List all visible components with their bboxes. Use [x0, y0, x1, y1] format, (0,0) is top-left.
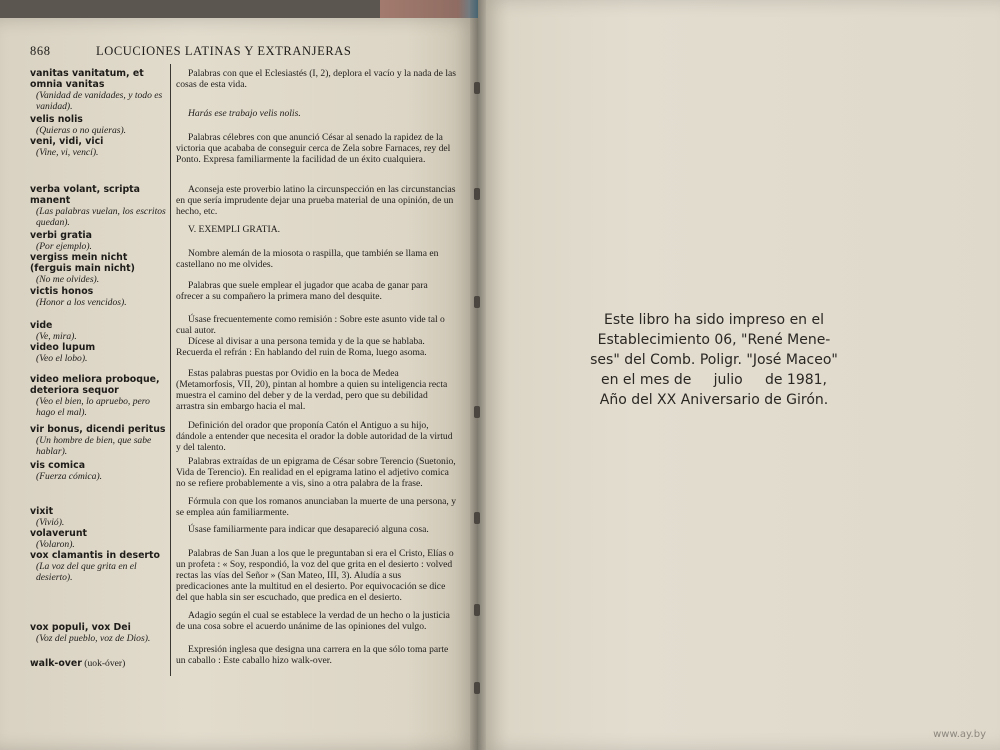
entry	[30, 506, 170, 528]
binding-stitch	[474, 682, 480, 694]
entry-term: vox populi, vox Dei	[30, 622, 131, 633]
entry	[30, 550, 170, 583]
entry-pronunciation: (uok-óver)	[84, 658, 126, 669]
page-number: 868	[30, 44, 51, 58]
definition: Palabras con que el Eclesiastés (I, 2), deplora el vacío y la nada de las cosas de esta vida.	[176, 68, 456, 90]
entry	[30, 114, 170, 136]
entry-translation: (Ve, mira).	[36, 331, 77, 342]
colophon	[564, 310, 864, 410]
definition: Palabras célebres con que anunció César al senado la rapidez de la victoria que acababa de conseguir cerca de Zela sobre Farnaces, rey del Ponto. Expresa familiarmente la facilidad de un éxito cualquiera.	[176, 132, 451, 165]
entry-translation: (Volaron).	[36, 539, 75, 550]
entry	[30, 320, 170, 342]
entry-term: vergiss mein nicht (ferguis main nicht)	[30, 252, 135, 274]
entry-term: walk-over	[30, 658, 82, 669]
definition: Expresión inglesa que designa una carrera en la que sólo toma parte un caballo : Este caballo hizo walk-over.	[176, 644, 449, 666]
colophon-line: en el mes de julio de 1981,	[600, 372, 828, 388]
entry-term: verba volant, scripta manent	[30, 184, 140, 206]
definition: Fórmula con que los romanos anunciaban la muerte de una persona, y se emplea aún familiarmente.	[176, 496, 457, 518]
entry	[30, 528, 170, 550]
entry-translation: (Quieras o no quieras).	[36, 125, 127, 136]
page-title: LOCUCIONES LATINAS Y EXTRANJERAS	[96, 44, 352, 58]
entry	[30, 136, 170, 158]
entry-translation: (Por ejemplo).	[36, 241, 92, 252]
entry-term: vide	[30, 320, 53, 331]
entry	[30, 68, 170, 112]
entry-term: volaverunt	[30, 528, 88, 539]
entry	[30, 252, 170, 285]
entry	[30, 460, 170, 482]
definition: Palabras extraídas de un epigrama de César sobre Terencio (Suetonio, Vida de Terencio). En realidad en el epigrama latino el adjetivo comica no se refiere probablemente a vis, sino a otra palabra de la frase.	[176, 456, 456, 489]
colophon-line: Establecimiento 06, "René Mene-	[597, 332, 831, 348]
entry-translation: (Voz del pueblo, voz de Dios).	[36, 633, 151, 644]
definition: Úsase frecuentemente como remisión : Sobre este asunto vide tal o cual autor.	[176, 314, 445, 336]
entry-term: vis comica	[30, 460, 86, 471]
definition: Úsase familiarmente para indicar que desapareció alguna cosa.	[188, 524, 429, 535]
entry-translation: (Honor a los vencidos).	[36, 297, 127, 308]
entry-translation: (Veo el lobo).	[36, 353, 88, 364]
definition: Nombre alemán de la miosota o raspilla, que también se llama en castellano no me olvides.	[176, 248, 439, 270]
entry-term: vox clamantis in deserto	[30, 550, 160, 561]
binding-stitch	[474, 406, 480, 418]
entry-translation: (Veo el bien, lo apruebo, pero hago el mal).	[36, 396, 150, 418]
binding-stitch	[474, 188, 480, 200]
entry	[30, 184, 170, 228]
entry	[30, 622, 170, 644]
entry	[30, 424, 170, 457]
definition: Dícese al divisar a una persona temida y de la que se hablaba. Recuerda el refrán : En hablando del ruin de Roma, luego asoma.	[176, 336, 427, 358]
definition: Definición del orador que proponía Catón el Antiguo a su hijo, dándole a entender que necesita el orador la doble autoridad de la virtud y del talento.	[176, 420, 453, 453]
entry-translation: (La voz del que grita en el desierto).	[36, 561, 137, 583]
colophon-line: ses" del Comb. Poligr. "José Maceo"	[590, 352, 838, 368]
definition: Aconseja este proverbio latino la circunspección en las circunstancias en que sería imprudente dejar una prueba material de una opinión, de un hecho, etc.	[176, 184, 456, 217]
binding-stitch	[474, 512, 480, 524]
entry-term: victis honos	[30, 286, 94, 297]
entry-term: vixit	[30, 506, 54, 517]
entry-translation: (Un hombre de bien, que sabe hablar).	[36, 435, 152, 457]
watermark: www.ay.by	[933, 729, 986, 740]
entry-translation: (Fuerza cómica).	[36, 471, 103, 482]
binding-stitch	[474, 82, 480, 94]
entry-term: video lupum	[30, 342, 96, 353]
entry-term: video meliora proboque, deteriora sequor	[30, 374, 160, 396]
entry	[30, 374, 170, 418]
book-gutter	[470, 0, 486, 750]
entry-term: verbi gratia	[30, 230, 92, 241]
entry	[30, 658, 170, 669]
definition: V. EXEMPLI GRATIA.	[188, 224, 281, 235]
entry-term: veni, vidi, vici	[30, 136, 104, 147]
entry	[30, 342, 170, 364]
entry-translation: (Vanidad de vanidades, y todo es vanidad).	[36, 90, 163, 112]
binding-stitch	[474, 296, 480, 308]
entry-translation: (No me olvides).	[36, 274, 100, 285]
entry	[30, 230, 170, 252]
definition: Palabras que suele emplear el jugador que acaba de ganar para ofrecer a su compañero la primera mano del desquite.	[176, 280, 428, 302]
entry-term: vanitas vanitatum, et omnia vanitas	[30, 68, 144, 90]
entry	[30, 286, 170, 308]
colophon-line: Año del XX Aniversario de Girón.	[599, 392, 829, 408]
entry-term: velis nolis	[30, 114, 83, 125]
column-divider	[170, 64, 171, 676]
definition: Adagio según el cual se establece la verdad de un hecho o la justicia de una cosa sobre el acuerdo unánime de las opiniones del vulgo.	[176, 610, 450, 632]
definition: Estas palabras puestas por Ovidio en la boca de Medea (Metamorfosis, VII, 20), pintan al hombre a quien su inteligencia recta muestra el camino del deber y de la verdad, pero que su debilidad arrastra sin embargo hacia el mal.	[176, 368, 448, 412]
colophon-line: Este libro ha sido impreso en el	[603, 312, 825, 328]
entry-translation: (Vine, vi, vencí).	[36, 147, 99, 158]
definition: Harás ese trabajo velis nolis.	[188, 108, 301, 119]
entry-term: vir bonus, dicendi peritus	[30, 424, 166, 435]
entry-translation: (Las palabras vuelan, los escritos quedan).	[36, 206, 166, 228]
binding-stitch	[474, 604, 480, 616]
entry-translation: (Vivió).	[36, 517, 65, 528]
definition: Palabras de San Juan a los que le preguntaban si era el Cristo, Elías o un profeta : « Soy, respondió, la voz del que grita en el desierto : volved rectas las vías del Señor » (San Mateo, III, 3). Aludía a sus predicaciones ante la multitud en el desierto. Por equivocación se dice del que habla sin ser escuchado, que predica en el desierto.	[176, 548, 454, 603]
